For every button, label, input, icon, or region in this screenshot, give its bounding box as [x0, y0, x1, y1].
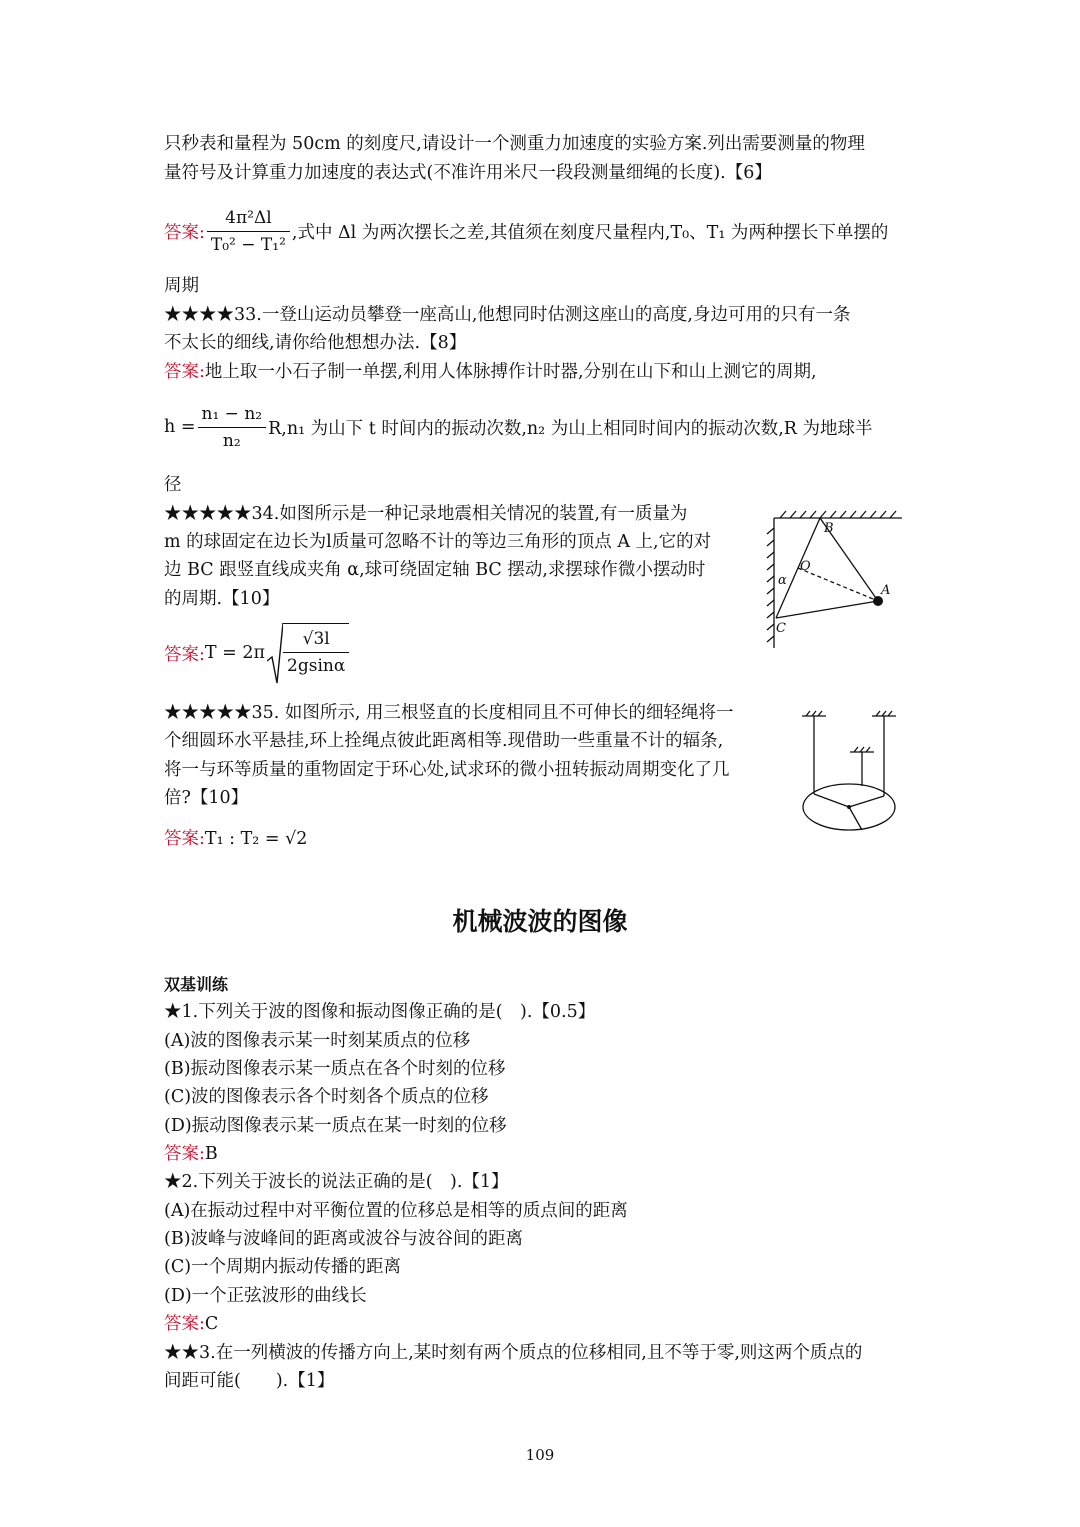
sqrt-expression: [267, 621, 349, 685]
question-35-line-2: 个细圆环水平悬挂,环上拴绳点彼此距离相等.现借助一些重量不计的辐条,: [164, 731, 724, 751]
answer-33-formula: [164, 398, 873, 456]
label-c: C: [776, 621, 786, 636]
intro-line-2: 量符号及计算重力加速度的表达式(不准许用米尺一段段测量细绳的长度).【6】: [164, 163, 772, 183]
formula-lhs: T = 2π: [204, 643, 266, 663]
answer-32-text: ,式中 Δl 为两次摆长之差,其值须在刻度尺量程内,T₀、T₁ 为两种摆长下单摆的: [291, 222, 889, 243]
question-2-option-b: (B)波峰与波峰间的距离或波谷与波谷间的距离: [164, 1229, 524, 1249]
answer-33-tail: R,n₁ 为山下 t 时间内的振动次数,n₂ 为山上相同时间内的振动次数,R 为地球半: [268, 418, 873, 439]
answer-35-text: T₁ : T₂ = √2: [204, 829, 308, 849]
question-1-option-c: (C)波的图像表示各个时刻各个质点的位移: [164, 1087, 489, 1107]
formula-numerator: n₁ − n₂: [198, 403, 267, 428]
question-2-stem: ★2.下列关于波长的说法正确的是( ).【1】: [164, 1172, 509, 1192]
intro-line-1: 只秒表和量程为 50cm 的刻度尺,请设计一个测重力加速度的实验方案.列出需要测量的物理: [164, 134, 865, 154]
question-2-option-c: (C)一个周期内振动传播的距离: [164, 1257, 402, 1277]
answer-33-text: 地上取一小石子制一单摆,利用人体脉搏作计时器,分别在山下和山上测它的周期,: [204, 362, 817, 382]
formula-g: [207, 207, 290, 256]
question-2-option-d: (D)一个正弦波形的曲线长: [164, 1286, 367, 1306]
answer-35: [164, 826, 307, 852]
label-alpha: α: [778, 573, 787, 588]
question-35-line-3: 将一与环等质量的重物固定于环心处,试求环的微小扭转振动周期变化了几: [164, 760, 730, 780]
question-34-line-1: ★★★★★34.如图所示是一种记录地震相关情况的装置,有一质量为: [164, 504, 688, 524]
formula-denominator: n₂: [222, 430, 241, 451]
question-34-line-4: 的周期.【10】: [164, 589, 280, 609]
answer-label: 答案:: [164, 644, 205, 665]
formula-numerator: 4π²Δl: [207, 207, 290, 232]
question-34-line-3: 边 BC 跟竖直线成夹角 α,球可绕固定轴 BC 摆动,求摆球作微小摆动时: [164, 560, 706, 580]
page-number: 109: [525, 1446, 555, 1464]
ring-figure: [798, 710, 908, 835]
question-33-line-2: 不太长的细线,请你给他想想办法.【8】: [164, 333, 467, 353]
label-a: A: [881, 583, 891, 598]
question-3-line-1: ★★3.在一列横波的传播方向上,某时刻有两个质点的位移相同,且不等于零,则这两个质点的: [164, 1343, 863, 1363]
question-3-line-2: 间距可能( ).【1】: [164, 1371, 335, 1391]
answer-label: 答案:: [164, 829, 205, 849]
question-35-line-1: ★★★★★35. 如图所示, 用三根竖直的长度相同且不可伸长的细轻绳将一: [164, 703, 734, 723]
answer-value: B: [204, 1144, 218, 1164]
answer-label: 答案:: [164, 362, 205, 382]
label-b: B: [824, 521, 834, 536]
question-35-line-4: 倍?【10】: [164, 788, 249, 808]
question-2-option-a: (A)在振动过程中对平衡位置的位移总是相等的质点间的距离: [164, 1201, 628, 1221]
question-1-option-b: (B)振动图像表示某一质点在各个时刻的位移: [164, 1059, 506, 1079]
formula-numerator: √3l: [283, 628, 349, 653]
question-1-answer: [164, 1141, 218, 1167]
answer-label: 答案:: [164, 1314, 205, 1334]
answer-value: C: [204, 1314, 219, 1334]
answer-32-cont: 周期: [164, 276, 199, 296]
radical-sign: [267, 621, 283, 685]
question-1-option-a: (A)波的图像表示某一时刻某质点的位移: [164, 1031, 471, 1051]
answer-32: [164, 200, 888, 262]
answer-label: 答案:: [164, 222, 205, 243]
question-34-line-2: m 的球固定在边长为l质量可忽略不计的等边三角形的顶点 A 上,它的对: [164, 532, 712, 552]
question-1-stem: ★1.下列关于波的图像和振动图像正确的是( ).【0.5】: [164, 1002, 596, 1022]
section-title: 机械波波的图像: [452, 907, 628, 936]
formula-denominator: 2gsinα: [287, 656, 346, 676]
answer-33-cont: 径: [164, 475, 182, 495]
formula-t: [283, 623, 349, 685]
formula-h: [198, 403, 267, 452]
question-1-option-d: (D)振动图像表示某一质点在某一时刻的位移: [164, 1116, 507, 1136]
ring-center-mass: [847, 805, 851, 809]
answer-33: [164, 359, 817, 385]
answer-label: 答案:: [164, 1144, 205, 1164]
label-o: O: [800, 559, 811, 574]
pendulum-figure: [762, 508, 907, 653]
question-33-line-1: ★★★★33.一登山运动员攀登一座高山,他想同时估测这座山的高度,身边可用的只有一条: [164, 305, 851, 325]
section-subtitle: 双基训练: [164, 975, 229, 994]
answer-34: [164, 620, 349, 686]
formula-denominator: T₀² − T₁²: [210, 234, 286, 255]
question-2-answer: [164, 1311, 218, 1337]
formula-lhs: h =: [164, 417, 196, 437]
